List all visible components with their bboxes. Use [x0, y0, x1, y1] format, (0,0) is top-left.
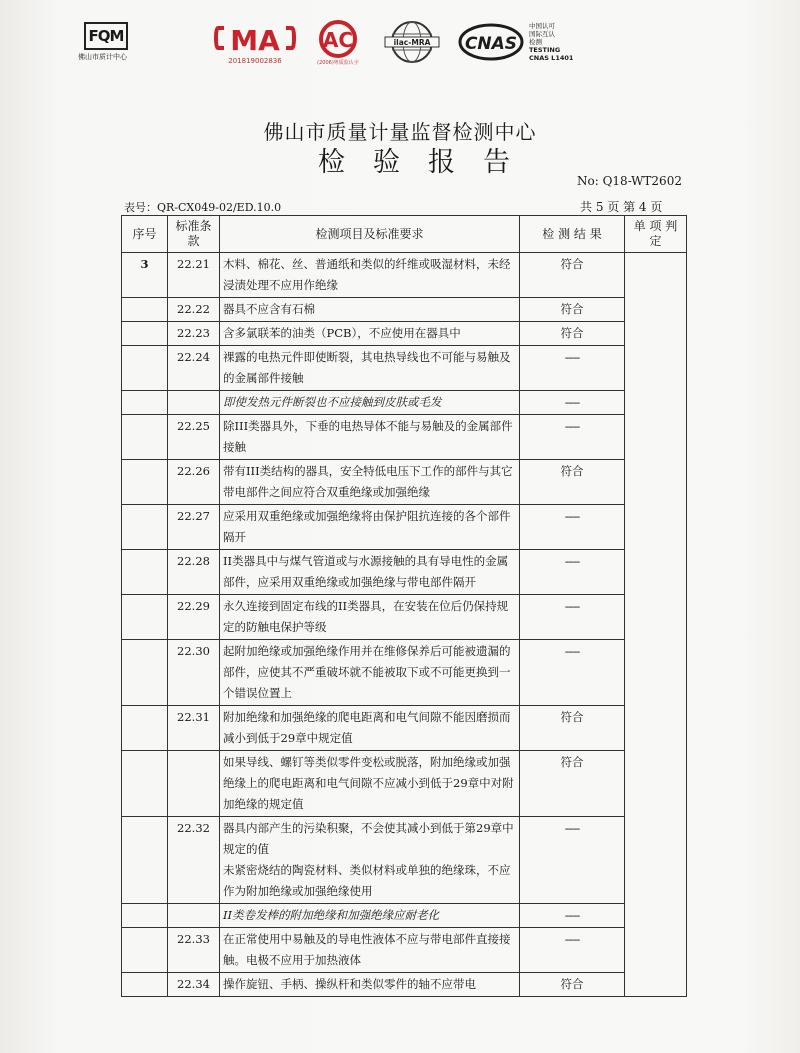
cal-logo-text: AC	[322, 28, 354, 52]
table-row	[122, 973, 687, 997]
cnas-logo-text: CNAS	[464, 34, 518, 54]
row-item: 操作旋钮、手柄、操纵杆和类似零件的轴不应带电	[220, 973, 520, 997]
row-result: -----	[520, 904, 625, 928]
row-clause: 22.31	[168, 706, 220, 751]
table-row	[122, 346, 687, 391]
row-item: 应采用双重绝缘或加强绝缘将由保护阻抗连接的各个部件隔开	[220, 505, 520, 550]
fqm-logo-subtitle: 佛山市质计中心	[78, 53, 127, 61]
row-result: 符合	[520, 322, 625, 346]
report-title: 检验报告	[318, 147, 538, 178]
row-item: 如果导线、螺钉等类似零件变松或脱落，附加绝缘或加强绝缘上的爬电距离和电气间隙不应减小到低于29章中对附加绝缘的规定值	[220, 751, 520, 817]
cal-number: (2006)粤质监认字	[317, 60, 359, 66]
row-result: -----	[520, 391, 625, 415]
header-seq: 序号	[122, 216, 168, 253]
row-item: 即使发热元件断裂也不应接触到皮肤或毛发	[220, 391, 520, 415]
table-row	[122, 904, 687, 928]
ilac-mra-logo	[382, 20, 442, 70]
row-result: 符合	[520, 973, 625, 997]
row-clause: 22.32	[168, 817, 220, 904]
page-indicator: 共 5 页 第 4 页	[580, 200, 663, 214]
row-item: 起附加绝缘或加强绝缘作用并在维修保养后可能被遗漏的部件，应使其不严重破坏就不能被取下或不可能更换到一个错误位置上	[220, 640, 520, 706]
cma-logo-text: MA	[230, 24, 280, 57]
table-row	[122, 460, 687, 505]
row-result: 符合	[520, 298, 625, 322]
row-result: 符合	[520, 706, 625, 751]
row-clause: 22.26	[168, 460, 220, 505]
row-clause: 22.30	[168, 640, 220, 706]
verdict-cell	[625, 253, 687, 997]
header-verdict: 单 项 判 定	[625, 216, 687, 253]
row-result: -----	[520, 346, 625, 391]
table-row	[122, 415, 687, 460]
row-clause	[168, 391, 220, 415]
row-clause: 22.23	[168, 322, 220, 346]
row-item: 带有III类结构的器具，安全特低电压下工作的部件与其它带电部件之间应符合双重绝缘或加强绝缘	[220, 460, 520, 505]
row-item: 裸露的电热元件即使断裂，其电热导线也不可能与易触及的金属部件接触	[220, 346, 520, 391]
fqm-logo	[78, 22, 140, 62]
row-clause: 22.29	[168, 595, 220, 640]
row-result: 符合	[520, 460, 625, 505]
row-clause: 22.28	[168, 550, 220, 595]
organization-name: 佛山市质量计量监督检测中心	[263, 120, 537, 144]
table-row	[122, 595, 687, 640]
table-row	[122, 751, 687, 817]
form-number: 表号：QR-CX049-02/ED.10.0	[124, 201, 282, 214]
row-item	[220, 817, 520, 904]
row-result: -----	[520, 817, 625, 904]
row-clause: 22.25	[168, 415, 220, 460]
table-row	[122, 928, 687, 973]
row-result: 符合	[520, 751, 625, 817]
inspection-table	[121, 215, 687, 997]
table-row	[122, 298, 687, 322]
row-clause	[168, 904, 220, 928]
row-item: 木料、棉花、丝、普通纸和类似的纤维或吸湿材料，未经浸渍处理不应用作绝缘	[220, 253, 520, 298]
cnas-logo	[458, 22, 524, 66]
row-result: -----	[520, 640, 625, 706]
row-result: -----	[520, 550, 625, 595]
row-clause: 22.22	[168, 298, 220, 322]
table-row	[122, 322, 687, 346]
table-row	[122, 253, 687, 298]
row-clause: 22.27	[168, 505, 220, 550]
row-result: -----	[520, 415, 625, 460]
row-clause: 22.34	[168, 973, 220, 997]
row-item: II类卷发棒的附加绝缘和加强绝缘应耐老化	[220, 904, 520, 928]
header-item: 检测项目及标准要求	[220, 216, 520, 253]
row-item-part2: 未紧密烧结的陶瓷材料、类似材料或单独的绝缘珠，不应作为附加绝缘或加强绝缘使用	[223, 863, 511, 898]
row-result: 符合	[520, 253, 625, 298]
row-seq: 3	[122, 253, 168, 298]
cnas-caption: 中国认可 国际互认 检测 TESTING CNAS L1401	[529, 22, 574, 62]
table-header-row	[122, 216, 687, 253]
table-row	[122, 706, 687, 751]
row-item: 附加绝缘和加强绝缘的爬电距离和电气间隙不能因磨损而减小到低于29章中规定值	[220, 706, 520, 751]
table-row	[122, 817, 687, 904]
row-item: 含多氯联苯的油类（PCB），不应使用在器具中	[220, 322, 520, 346]
row-item: 在正常使用中易触及的导电性液体不应与带电部件直接接触。电极不应用于加热液体	[220, 928, 520, 973]
ilac-logo-text: ilac-MRA	[393, 38, 431, 47]
fqm-logo-text: FQM	[84, 22, 128, 50]
header-clause: 标准条款	[168, 216, 220, 253]
header-result: 检 测 结 果	[520, 216, 625, 253]
report-number: No: Q18-WT2602	[577, 174, 682, 188]
row-item: 器具不应含有石棉	[220, 298, 520, 322]
row-item: II类器具中与煤气管道或与水源接触的具有导电性的金属部件，应采用双重绝缘或加强绝缘与带电部件隔开	[220, 550, 520, 595]
row-clause: 22.24	[168, 346, 220, 391]
row-result: -----	[520, 928, 625, 973]
table-row	[122, 391, 687, 415]
row-item: 除III类器具外，下垂的电热导体不能与易触及的金属部件接触	[220, 415, 520, 460]
table-row	[122, 505, 687, 550]
row-clause	[168, 751, 220, 817]
cma-number: 201819002836	[228, 57, 282, 65]
cma-logo	[212, 20, 298, 70]
cal-logo	[305, 20, 371, 70]
row-item-part1: 器具内部产生的污染积聚，不会使其减小到低于第29章中规定的值	[223, 821, 514, 856]
row-clause: 22.33	[168, 928, 220, 973]
row-result: -----	[520, 505, 625, 550]
table-row	[122, 550, 687, 595]
table-row	[122, 640, 687, 706]
row-clause: 22.21	[168, 253, 220, 298]
row-result: -----	[520, 595, 625, 640]
row-item: 永久连接到固定布线的II类器具，在安装在位后仍保持规定的防触电保护等级	[220, 595, 520, 640]
